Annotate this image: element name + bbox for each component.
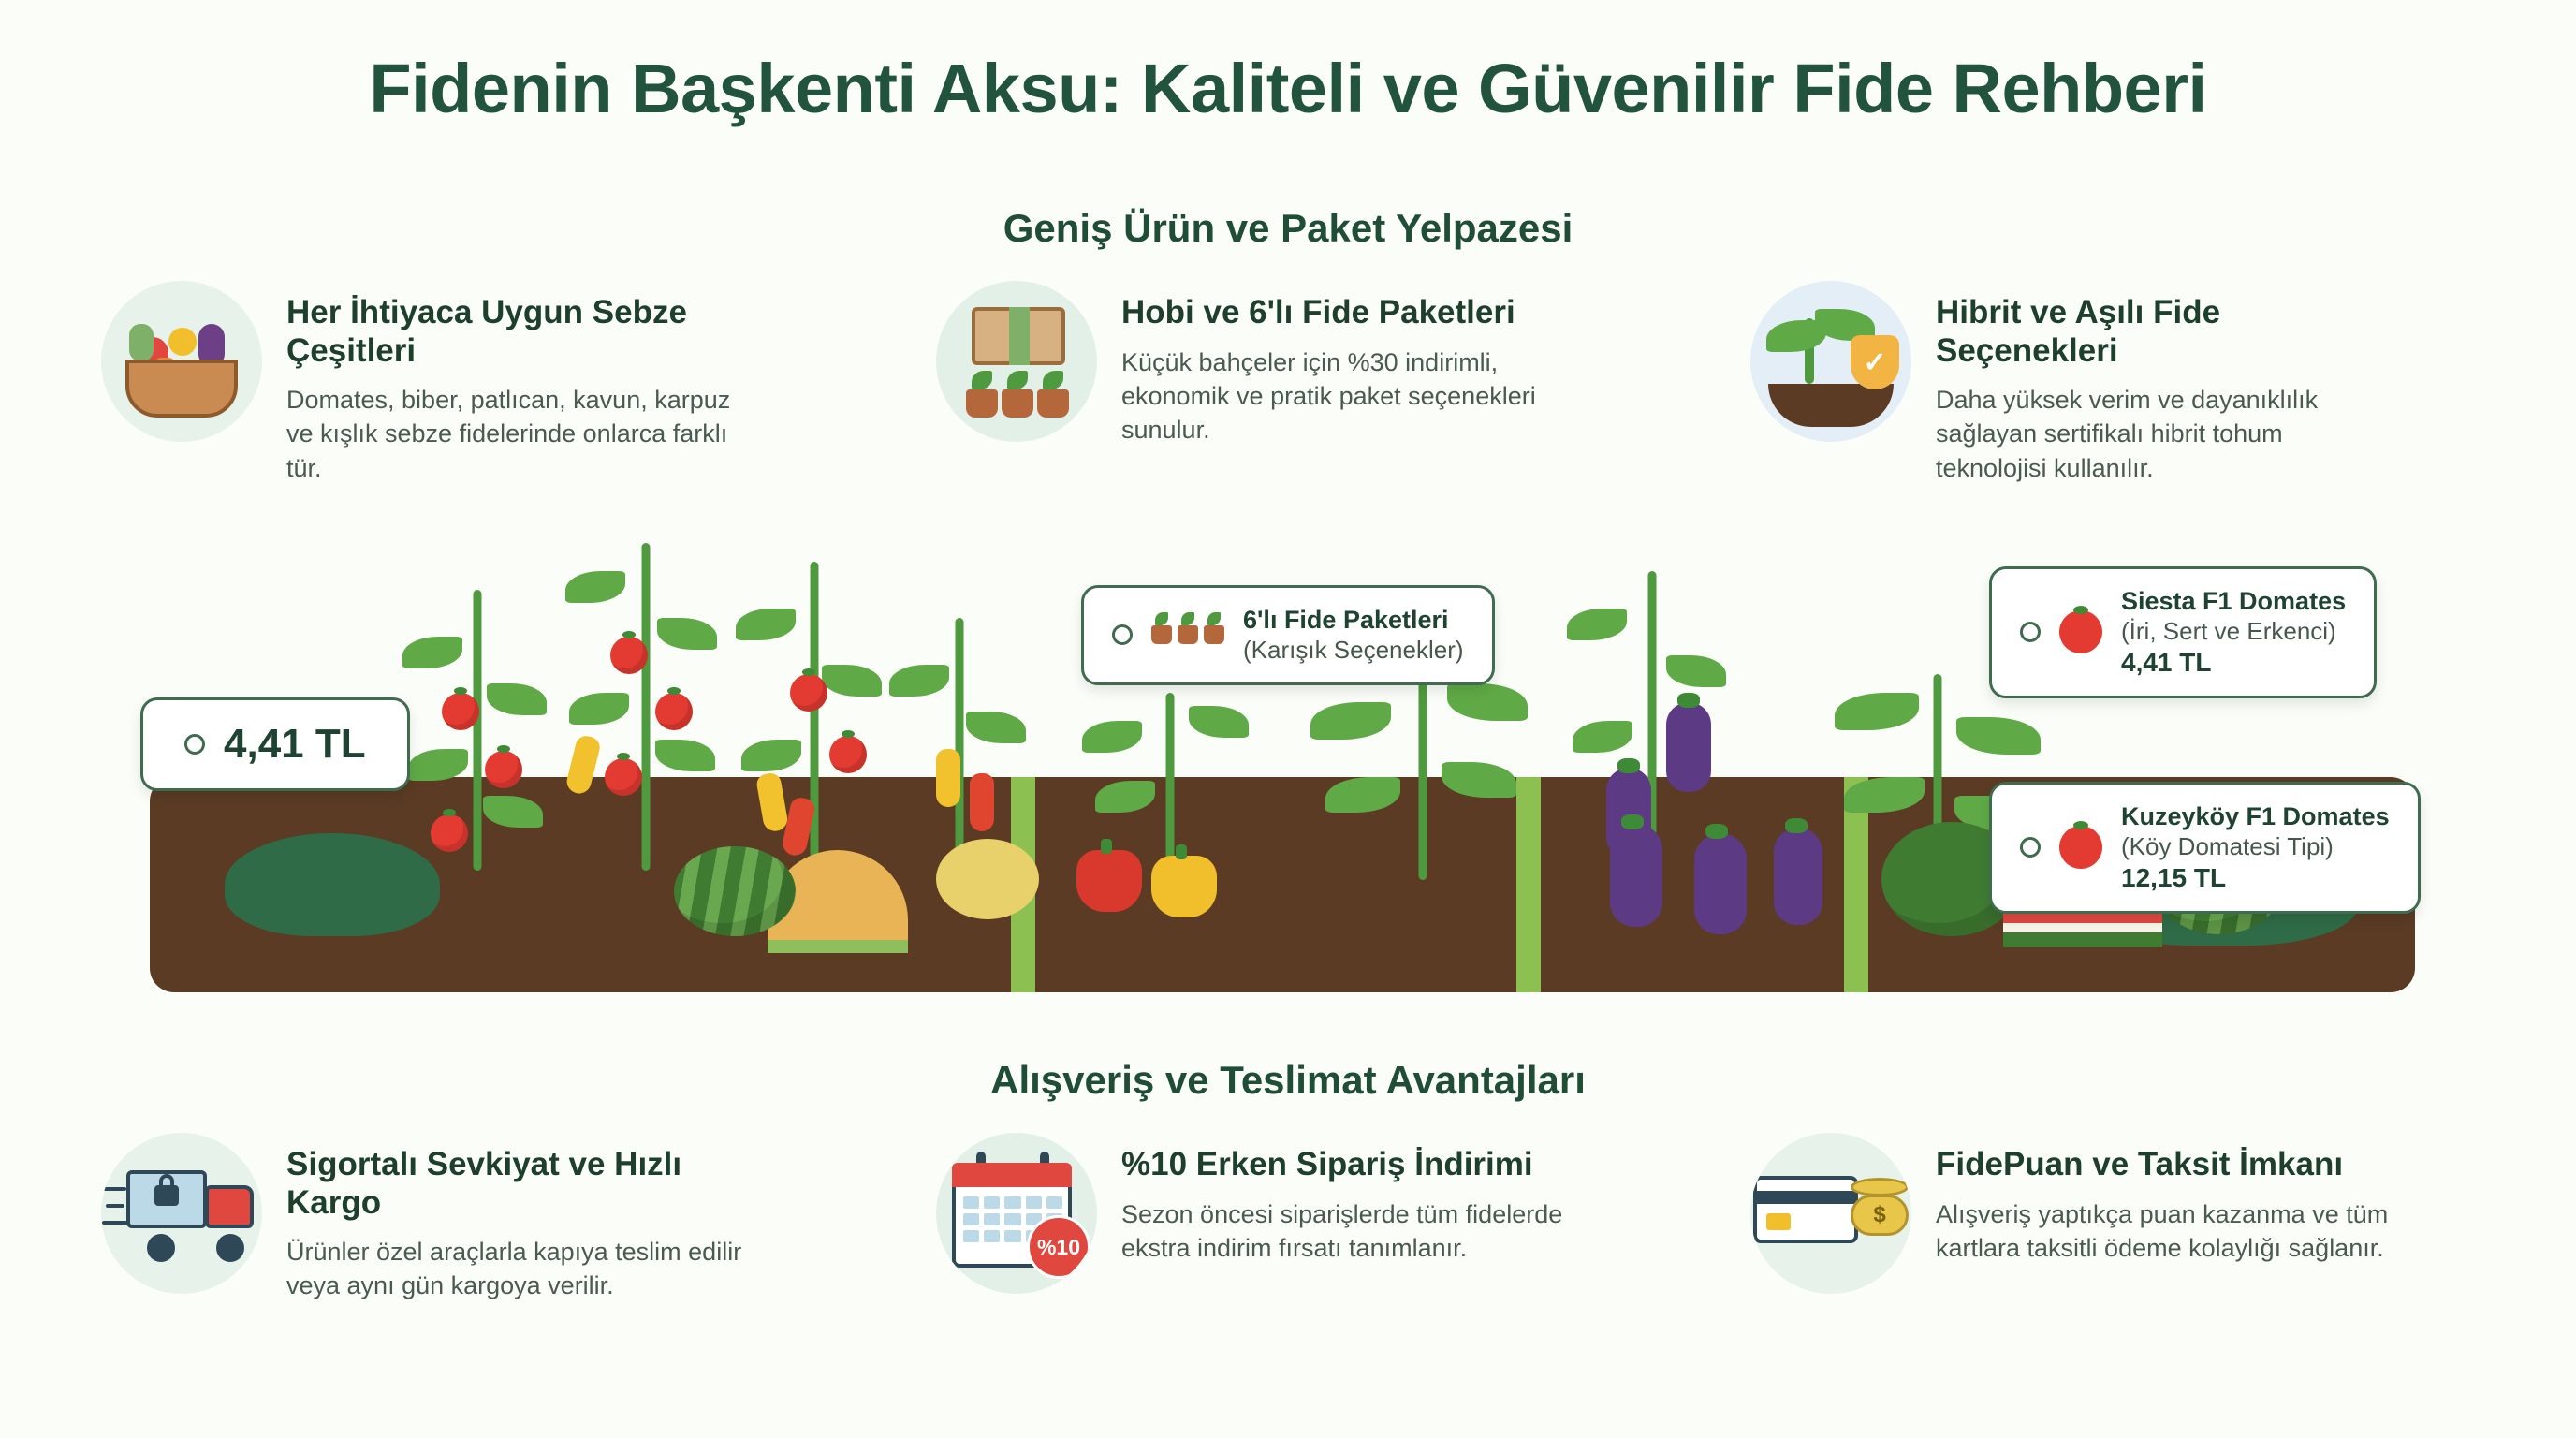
- tag-price-value: 4,41 TL: [224, 721, 366, 767]
- feature-text: Alışveriş yaptıkça puan kazanma ve tüm kartlara taksitli ödeme kolaylığı sağlanır.: [1936, 1199, 2389, 1262]
- tag-kuzeykoy-f1[interactable]: [1989, 782, 2421, 914]
- feature-title: FidePuan ve Taksit İmkanı: [1936, 1146, 2344, 1182]
- eggplant: [1610, 824, 1662, 927]
- feature-text: Sezon öncesi siparişlerde tüm fidelerde ekstra indirim fırsatı tanımlanır.: [1121, 1199, 1563, 1262]
- leafy-plant: [1310, 665, 1535, 880]
- tomato-icon: [2059, 610, 2102, 653]
- eggplant: [1694, 833, 1747, 934]
- tag-subtitle: (Köy Domatesi Tipi): [2121, 831, 2334, 860]
- tag-hole-icon: [1112, 624, 1133, 645]
- eggplant: [1774, 828, 1822, 925]
- delivery-truck-lock-icon: [101, 1133, 262, 1294]
- tag-hole-icon: [184, 734, 205, 755]
- seedling-box-icon: [936, 281, 1097, 442]
- feature-text: Ürünler özel araçlarla kapıya teslim edilir veya aynı gün kargoya verilir.: [286, 1238, 742, 1300]
- feature-title: Hobi ve 6'lı Fide Paketleri: [1121, 294, 1515, 330]
- tag-six-pack[interactable]: [1081, 585, 1495, 685]
- bell-pepper-yellow: [1151, 856, 1217, 917]
- grafted-sprout-shield-icon: ✓: [1750, 281, 1911, 442]
- feature-vegetable-variety: [101, 281, 756, 485]
- section-heading-products: Geniş Ürün ve Paket Yelpazesi: [1003, 206, 1573, 250]
- watermelon: [674, 846, 796, 936]
- feature-text: Domates, biber, patlıcan, kavun, karpuz ve kışlık sebze fidelerinde onlarca farklı tür.: [286, 386, 731, 482]
- feature-title: %10 Erken Sipariş İndirimi: [1121, 1146, 1533, 1182]
- tag-siesta-f1[interactable]: [1989, 566, 2377, 698]
- tag-hole-icon: [2020, 622, 2041, 642]
- discount-stamp: %10: [1027, 1215, 1090, 1279]
- calendar-discount-icon: [936, 1133, 1097, 1294]
- feature-text: Daha yüksek verim ve dayanıklılık sağlayan sertifikalı hibrit tohum teknolojisi kullanılır.: [1936, 386, 2319, 482]
- feature-title: Her İhtiyaca Uygun Sebze Çeşitleri: [286, 294, 687, 369]
- feature-title: Hibrit ve Aşılı Fide Seçenekleri: [1936, 294, 2221, 369]
- pepper-plant: [880, 609, 1039, 871]
- tag-hole-icon: [2020, 837, 2041, 858]
- tag-title: Kuzeyköy F1 Domates: [2121, 802, 2390, 830]
- feature-text: Küçük bahçeler için %30 indirimli, ekonomik ve pratik paket seçenekleri sunulur.: [1121, 347, 1536, 444]
- tag-title: Siesta F1 Domates: [2121, 587, 2347, 615]
- melon: [936, 839, 1039, 919]
- vegetable-basket-icon: [101, 281, 262, 442]
- credit-card-coins-icon: $: [1750, 1133, 1911, 1294]
- tag-price: 12,15 TL: [2121, 862, 2227, 892]
- feature-insured-shipping: [101, 1133, 756, 1303]
- feature-points-installment: [1750, 1133, 2406, 1294]
- tomato-plant: [393, 580, 562, 871]
- tag-price: 4,41 TL: [2121, 647, 2212, 677]
- page-title: Fidenin Başkenti Aksu: Kaliteli ve Güvenilir Fide Rehberi: [369, 50, 2207, 127]
- tag-title: 6'lı Fide Paketleri: [1243, 606, 1449, 634]
- feature-hybrid-grafted: [1750, 281, 2406, 485]
- bell-pepper-red: [1076, 850, 1142, 912]
- price-tag-left[interactable]: [140, 697, 410, 791]
- tag-subtitle: (Karışık Seçenekler): [1243, 635, 1464, 664]
- feature-title: Sigortalı Sevkiyat ve Hızlı Kargo: [286, 1146, 682, 1221]
- section-heading-delivery: Alışveriş ve Teslimat Avantajları: [990, 1058, 1586, 1102]
- tomato-icon: [2059, 826, 2102, 869]
- seedling-pots-icon: [1151, 625, 1224, 644]
- tag-subtitle: (İri, Sert ve Erkenci): [2121, 616, 2336, 645]
- feature-hobby-packs: [936, 281, 1591, 447]
- tomato-plant: [552, 534, 739, 871]
- feature-early-order-discount: [936, 1133, 1591, 1294]
